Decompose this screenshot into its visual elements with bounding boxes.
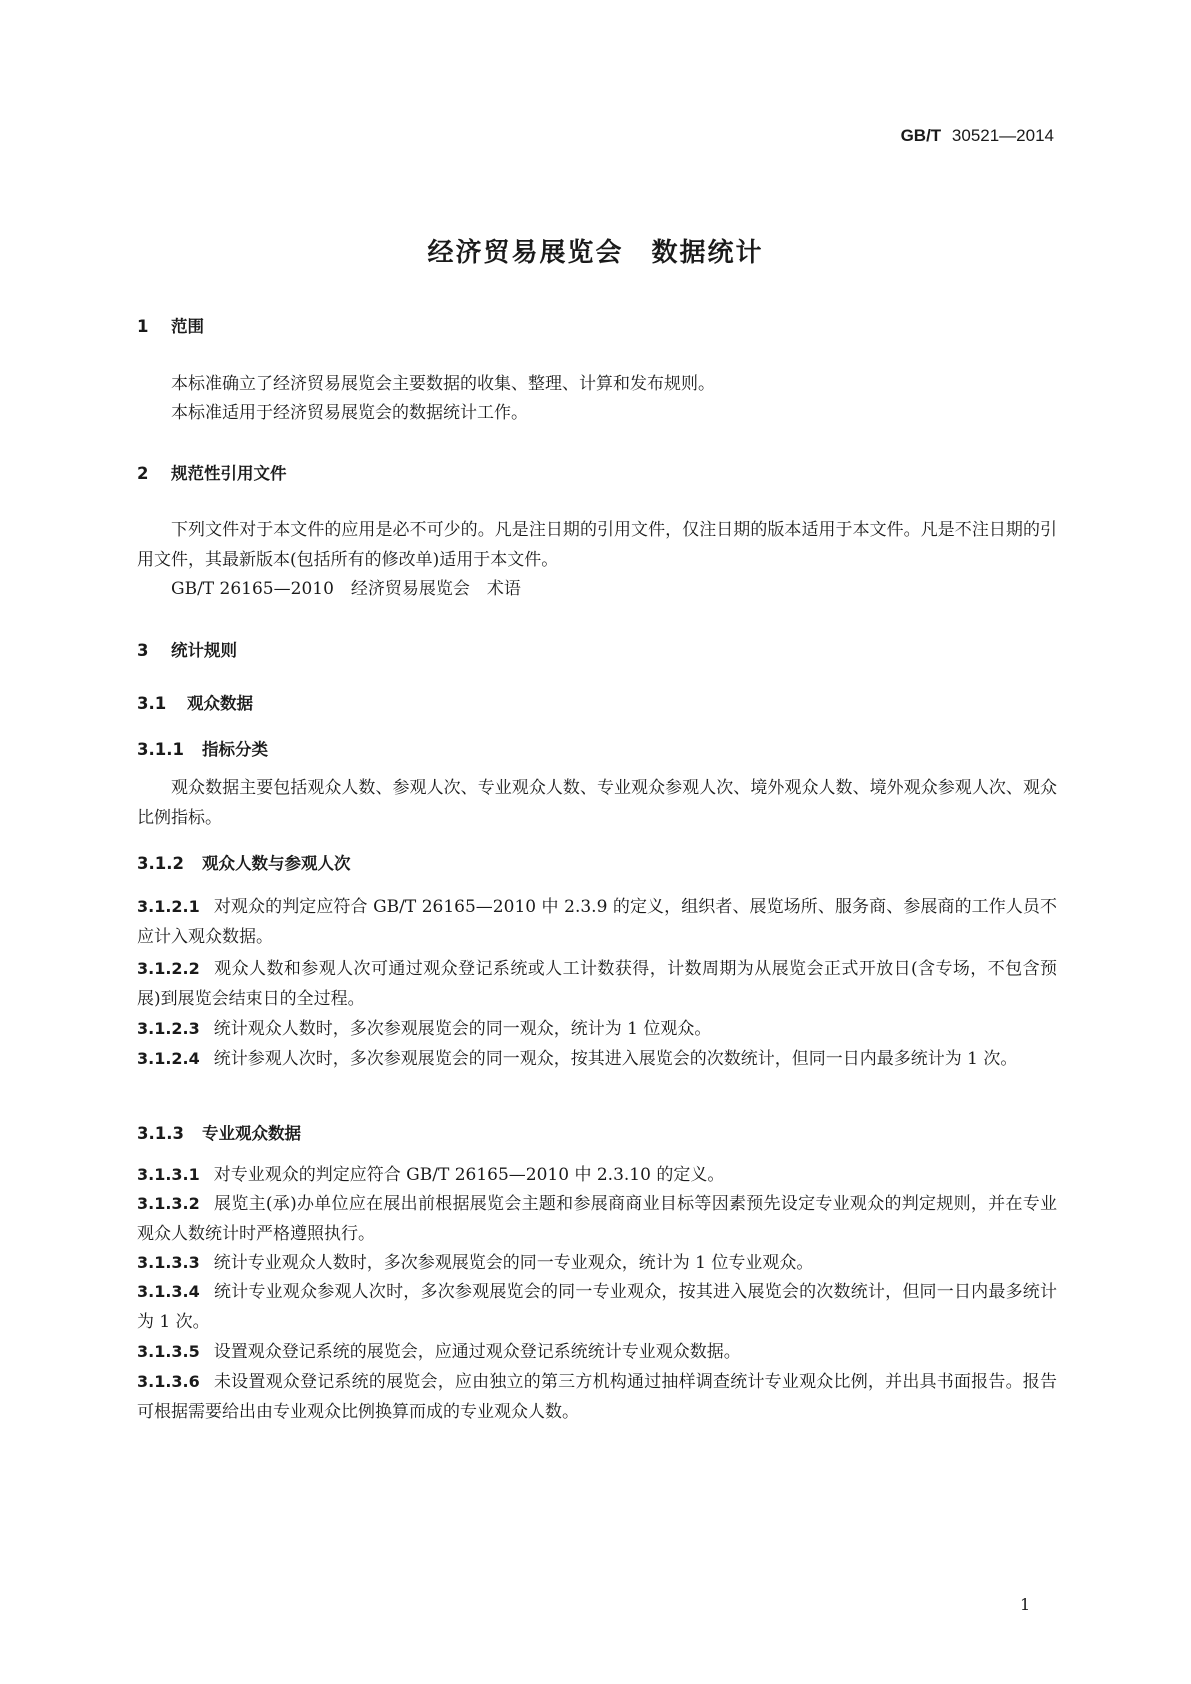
clause-text: 统计专业观众人数时，多次参观展览会的同一专业观众，统计为 1 位专业观众。 bbox=[213, 1253, 814, 1273]
paragraph: 本标准确立了经济贸易展览会主要数据的收集、整理、计算和发布规则。 bbox=[171, 374, 715, 394]
clause-text: 未设置观众登记系统的展览会，应由独立的第三方机构通过抽样调查统计专业观众比例，并出具书面报告。报告可根据需要给出由专业观众比例换算而成的专业观众人数。 bbox=[137, 1372, 1057, 1422]
clause bbox=[137, 1367, 1057, 1427]
clause-number: 3.1.3.6 bbox=[137, 1372, 200, 1391]
clause bbox=[137, 1277, 1057, 1337]
paragraph: 下列文件对于本文件的应用是必不可少的。凡是注日期的引用文件，仅注日期的版本适用于本文件。凡是不注日期的引用文件，其最新版本(包括所有的修改单)适用于本文件。 bbox=[137, 520, 1057, 570]
section-title: 统计规则 bbox=[171, 641, 237, 660]
clause-number: 3.1.3.1 bbox=[137, 1165, 200, 1184]
clause bbox=[137, 1189, 1057, 1249]
subsection-heading bbox=[137, 850, 351, 874]
section-heading bbox=[137, 313, 204, 337]
paragraph: 观众数据主要包括观众人数、参观人次、专业观众人数、专业观众参观人次、境外观众人数、境外观众参观人次、观众比例指标。 bbox=[137, 778, 1057, 828]
subsection-heading bbox=[137, 690, 253, 714]
clause bbox=[137, 1014, 1057, 1044]
clause-text: 展览主(承)办单位应在展出前根据展览会主题和参展商商业目标等因素预先设定专业观众的判定规则，并在专业观众人数统计时严格遵照执行。 bbox=[137, 1194, 1057, 1244]
subsection-number: 3.1.2 bbox=[137, 854, 184, 873]
clause-text: 观众人数和参观人次可通过观众登记系统或人工计数获得，计数周期为从展览会正式开放日(含专场，不包含预展)到展览会结束日的全过程。 bbox=[137, 959, 1057, 1009]
section-number: 3 bbox=[137, 641, 149, 660]
clause-number: 3.1.3.5 bbox=[137, 1342, 200, 1361]
clause-number: 3.1.2.2 bbox=[137, 959, 200, 978]
subsection-number: 3.1.1 bbox=[137, 740, 184, 759]
standard-code: 30521—2014 bbox=[951, 126, 1054, 145]
section-number: 1 bbox=[137, 317, 149, 336]
section-number: 2 bbox=[137, 464, 149, 483]
clause-text: 设置观众登记系统的展览会，应通过观众登记系统统计专业观众数据。 bbox=[213, 1342, 741, 1362]
clause-number: 3.1.3.3 bbox=[137, 1253, 200, 1272]
standard-number bbox=[901, 126, 1054, 146]
clause-text: 统计参观人次时，多次参观展览会的同一观众，按其进入展览会的次数统计，但同一日内最多统计为 1 次。 bbox=[213, 1049, 1018, 1069]
subsection-heading bbox=[137, 1120, 301, 1144]
paragraph: 本标准适用于经济贸易展览会的数据统计工作。 bbox=[171, 403, 528, 423]
clause bbox=[137, 1044, 1057, 1074]
clause bbox=[137, 892, 1057, 952]
subsection-title: 专业观众数据 bbox=[202, 1124, 301, 1143]
clause bbox=[137, 1160, 1057, 1190]
document-title: 经济贸易展览会 数据统计 bbox=[427, 238, 764, 268]
section-heading bbox=[137, 460, 287, 484]
section-title: 规范性引用文件 bbox=[171, 464, 287, 483]
clause bbox=[137, 954, 1057, 1014]
clause-number: 3.1.3.2 bbox=[137, 1194, 200, 1213]
clause-text: 对专业观众的判定应符合 GB/T 26165—2010 中 2.3.10 的定义。 bbox=[213, 1165, 725, 1185]
subsection-number: 3.1 bbox=[137, 694, 167, 713]
subsection-number: 3.1.3 bbox=[137, 1124, 184, 1143]
clause-text: 对观众的判定应符合 GB/T 26165—2010 中 2.3.9 的定义，组织者、展览场所、服务商、参展商的工作人员不应计入观众数据。 bbox=[137, 897, 1057, 947]
clause bbox=[137, 1248, 1057, 1278]
subsection-heading bbox=[137, 736, 268, 760]
clause-text: 统计观众人数时，多次参观展览会的同一观众，统计为 1 位观众。 bbox=[213, 1019, 712, 1039]
clause-number: 3.1.2.1 bbox=[137, 897, 200, 916]
clause-number: 3.1.3.4 bbox=[137, 1282, 200, 1301]
clause bbox=[137, 1337, 1057, 1367]
subsection-title: 指标分类 bbox=[202, 740, 268, 759]
page-number: 1 bbox=[1020, 1595, 1031, 1614]
clause-number: 3.1.2.3 bbox=[137, 1019, 200, 1038]
subsection-title: 观众人数与参观人次 bbox=[202, 854, 351, 873]
standard-prefix: GB/T bbox=[900, 126, 942, 145]
clause-number: 3.1.2.4 bbox=[137, 1049, 200, 1068]
clause-text: 统计专业观众参观人次时，多次参观展览会的同一专业观众，按其进入展览会的次数统计，但同一日内最多统计为 1 次。 bbox=[137, 1282, 1057, 1332]
section-title: 范围 bbox=[171, 317, 204, 336]
subsection-title: 观众数据 bbox=[187, 694, 253, 713]
section-heading bbox=[137, 637, 237, 661]
normative-reference: GB/T 26165—2010 经济贸易展览会 术语 bbox=[171, 579, 521, 599]
